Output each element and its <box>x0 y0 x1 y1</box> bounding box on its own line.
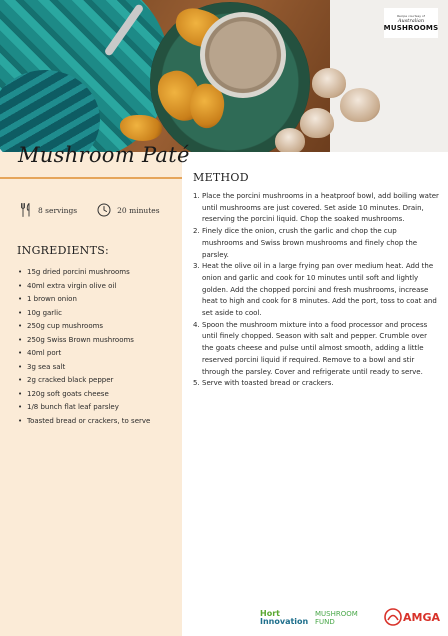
recipe-meta <box>20 203 160 217</box>
mushroom <box>275 128 305 152</box>
time-text: 20 minutes <box>117 205 160 215</box>
fork-knife-icon <box>20 203 32 217</box>
ingredient-item: • 40ml port <box>18 349 62 357</box>
method-steps <box>193 191 439 390</box>
mushroom-fund-logo: MUSHROOM FUND <box>315 610 358 626</box>
brand-logo <box>384 8 438 38</box>
ingredient-item: • 250g Swiss Brown mushrooms <box>18 335 134 344</box>
clock-icon <box>97 203 111 217</box>
brand-wordmark: MUSHROOMS <box>383 24 439 32</box>
brand-tagline: Recipe courtesy of <box>397 14 425 18</box>
method-step: 1. Place the porcini mushrooms in a heatproof bowl, add boiling water until mushrooms are just covered. Set aside 10 minutes. Drain, reserving the porcini liquid. Chop the soaked mushrooms. <box>193 192 439 224</box>
ingredient-item: • Toasted bread or crackers, to serve <box>18 416 151 425</box>
mushroom <box>300 108 334 138</box>
mushroom <box>312 68 346 98</box>
ingredient-item: • 1/8 bunch flat leaf parsley <box>18 403 119 411</box>
method-step: 3. Heat the olive oil in a large frying pan over medium heat. Add the onion and garlic and cook for 10 minutes until soft and lightly golden. Add the chopped porcini and fresh mushrooms, increase heat to high and cook for 8 minutes. Add the port, toss to coat and set aside to cool. <box>193 262 437 318</box>
brand-script: Australian <box>397 18 425 24</box>
sponsor-logos <box>256 606 446 630</box>
method-heading: METHOD <box>193 171 249 184</box>
ingredient-item: • 120g soft goats cheese <box>18 389 109 398</box>
servings-text: 8 servings <box>38 205 78 215</box>
title-divider <box>0 177 182 179</box>
time-info <box>97 203 159 217</box>
ingredient-item: • 250g cup mushrooms <box>18 322 104 330</box>
amga-mark-icon <box>384 608 402 626</box>
ingredient-item: • 15g dried porcini mushrooms <box>18 268 130 276</box>
ingredients-list <box>18 266 180 428</box>
ingredients-heading: INGREDIENTS: <box>17 244 110 257</box>
method-step: 2. Finely dice the onion, crush the garlic and chop the cup mushrooms and Swiss brown mushrooms and finely chop the parsley. <box>193 227 418 259</box>
hort-innovation-logo: Hort Innovation <box>260 609 309 626</box>
ingredient-item: • 40ml extra virgin olive oil <box>18 281 117 290</box>
pate-bowl <box>200 12 286 98</box>
servings-info <box>20 203 77 217</box>
method-step: 4. Spoon the mushroom mixture into a food processor and process until finely chopped. Season with salt and pepper. Crumble over the goats cheese and pulse until almost smooth, adding a little reserved porcini liquid if required. Remove to a bowl and stir through the parsley. Cover and refrigerate until ready to serve. <box>193 320 428 376</box>
toast-slice <box>120 115 162 141</box>
method-step: 5. Serve with toasted bread or crackers. <box>193 379 334 388</box>
mushroom <box>340 88 380 122</box>
ingredient-item: • 10g garlic <box>18 308 62 317</box>
ingredient-item: • 3g sea salt <box>18 362 66 371</box>
hero-photo <box>0 0 448 152</box>
ingredient-item: • 2g cracked black pepper <box>18 376 114 384</box>
ingredient-item: • 1 brown onion <box>18 295 77 303</box>
recipe-title: Mushroom Paté <box>18 143 190 167</box>
amga-logo: AMGA <box>384 608 440 626</box>
